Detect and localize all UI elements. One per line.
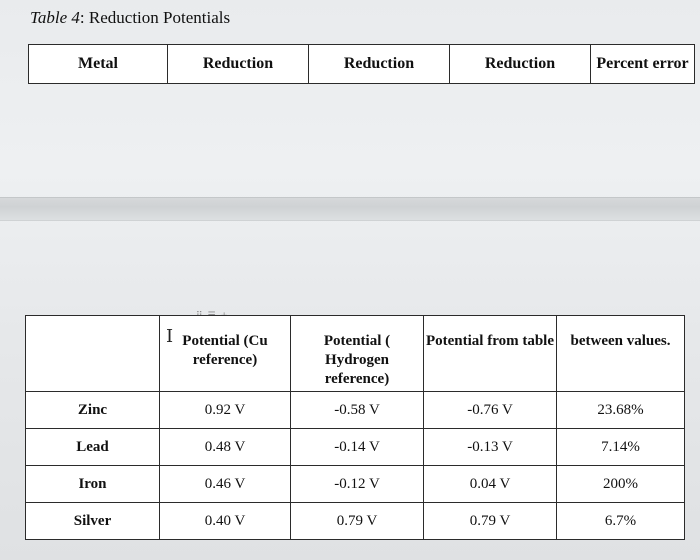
cell-cu-reference[interactable]: 0.46 V [160,466,291,503]
cell-from-table[interactable]: 0.04 V [424,466,557,503]
subheader-cell-empty[interactable] [26,316,160,392]
subheader-cell-between-values[interactable]: between values. [557,316,685,392]
subheader-cell-from-table[interactable]: Potential from table [424,316,557,392]
cell-hydrogen-reference[interactable]: -0.12 V [291,466,424,503]
table-caption [30,8,230,28]
cell-percent-error[interactable]: 200% [557,466,685,503]
header-cell-percent-error[interactable]: Percent error [591,45,695,84]
table-header-section [28,44,695,84]
cell-from-table[interactable]: 0.79 V [424,503,557,540]
header-cell-metal[interactable]: Metal [29,45,168,84]
cell-metal[interactable]: Silver [26,503,160,540]
cell-from-table[interactable]: -0.76 V [424,392,557,429]
cell-hydrogen-reference[interactable]: 0.79 V [291,503,424,540]
subheader-cell-hydrogen-reference[interactable]: Potential ( Hydrogen reference) [291,316,424,392]
table-row [26,466,685,503]
cell-percent-error[interactable]: 7.14% [557,429,685,466]
cell-cu-reference[interactable]: 0.92 V [160,392,291,429]
cell-cu-reference[interactable]: 0.40 V [160,503,291,540]
text-cursor-icon: I [166,326,174,347]
cell-cu-reference[interactable]: 0.48 V [160,429,291,466]
cell-metal[interactable]: Iron [26,466,160,503]
cell-percent-error[interactable]: 23.68% [557,392,685,429]
table-caption-label: Table 4 [30,8,80,27]
header-cell-reduction-1[interactable]: Reduction [168,45,309,84]
cell-from-table[interactable]: -0.13 V [424,429,557,466]
cell-hydrogen-reference[interactable]: -0.14 V [291,429,424,466]
page-break [0,197,700,221]
table-row [26,503,685,540]
table-body-section [25,315,685,540]
subheader-cell-cu-reference[interactable]: Potential (Cu reference) [160,316,291,392]
header-cell-reduction-2[interactable]: Reduction [309,45,450,84]
table-subheader-row [26,316,685,392]
header-cell-reduction-3[interactable]: Reduction [450,45,591,84]
table-row [26,392,685,429]
table-row [26,429,685,466]
cell-metal[interactable]: Lead [26,429,160,466]
cell-hydrogen-reference[interactable]: -0.58 V [291,392,424,429]
table-caption-text: : Reduction Potentials [79,8,231,27]
cell-percent-error[interactable]: 6.7% [557,503,685,540]
cell-metal[interactable]: Zinc [26,392,160,429]
